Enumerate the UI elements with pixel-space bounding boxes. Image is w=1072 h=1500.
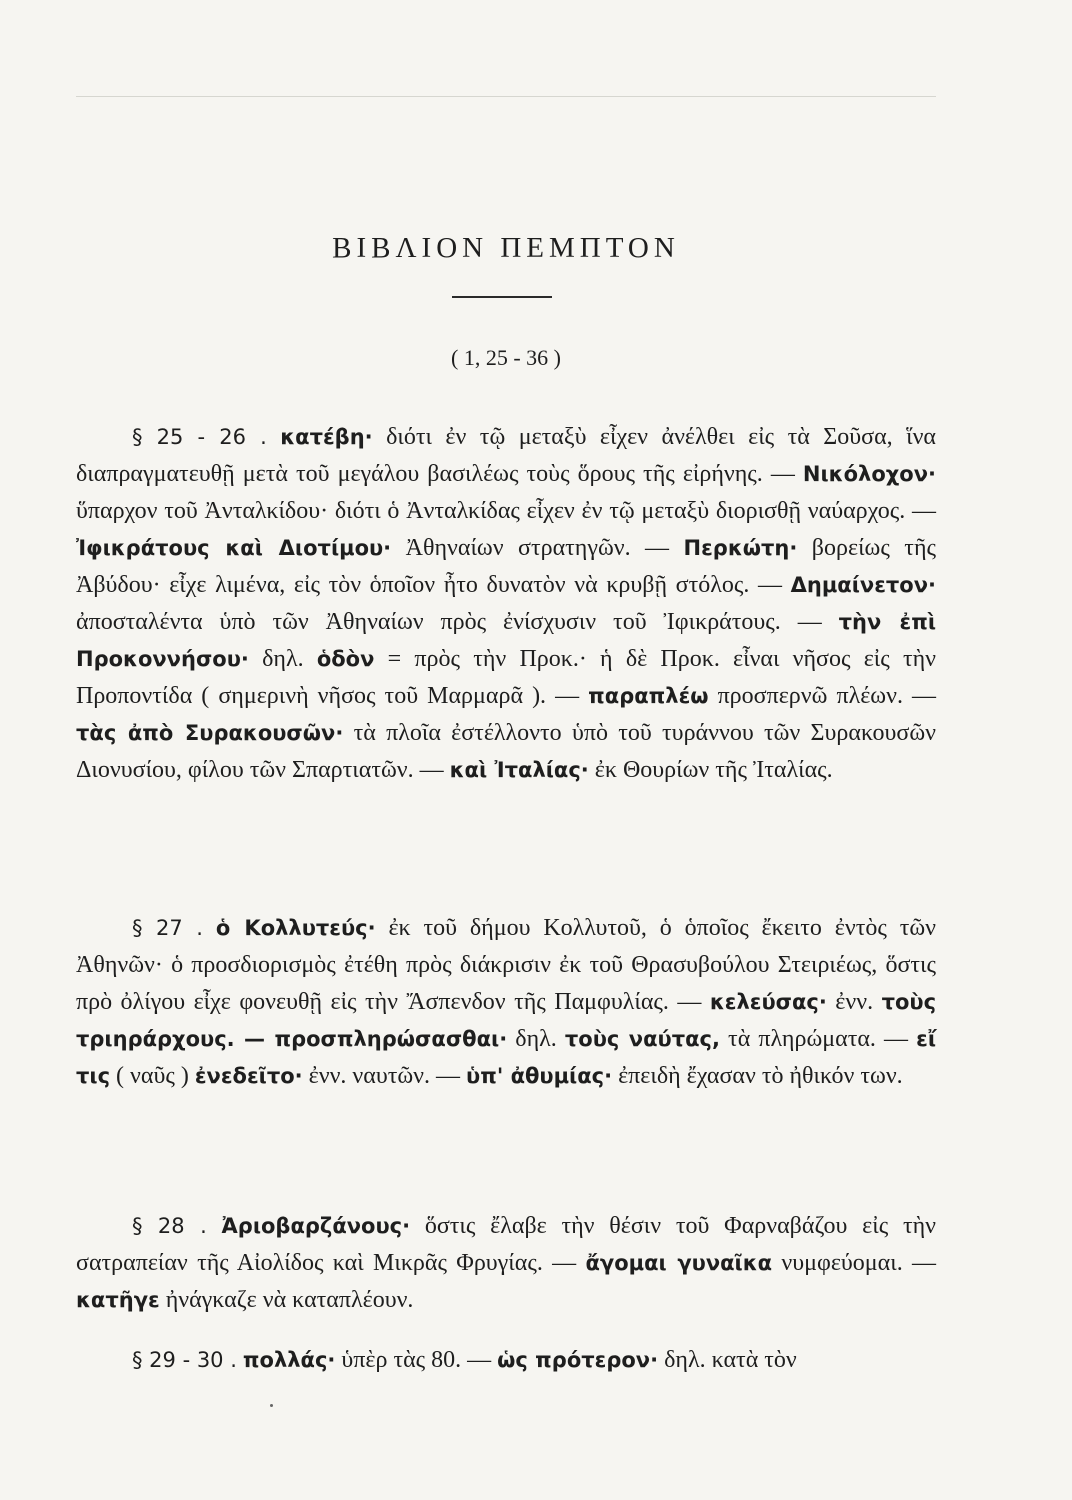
lemma: ὁδὸν: [316, 647, 375, 671]
lemma: ὑπ' ἀθυμίας·: [466, 1064, 613, 1088]
lemma: ἄγομαι γυναῖκα: [585, 1251, 773, 1275]
lemma: ὡς πρότερον·: [497, 1348, 659, 1372]
lemma: Ἀριοβαρζάνους·: [221, 1214, 411, 1238]
gloss: βορείως τῆς Ἀβύδου· εἶχε λιμένα, εἰς τὸν ὁποῖον ἦτο δυνατὸν νὰ κρυβῇ στόλος. —: [76, 535, 936, 598]
section-range: ( 1, 25 - 36 ): [451, 345, 561, 370]
lemma: Δημαίνετον·: [790, 573, 936, 597]
chapter-title: ΒΙΒΛΙΟΝ ΠΕΜΠΤΟΝ: [332, 232, 680, 264]
commentary-paragraph-25-26: [76, 419, 936, 789]
gloss: ἀποσταλέντα ὑπὸ τῶν Ἀθηναίων πρὸς ἐνίσχυσιν τοῦ Ἰφικράτους. —: [76, 609, 822, 635]
commentary-paragraph-28: [76, 1208, 936, 1319]
gloss: ἐκ Θουρίων τῆς Ἰταλίας.: [588, 757, 833, 783]
commentary-paragraph-27: [76, 910, 936, 1095]
title-underline: [452, 296, 552, 298]
lemma: καὶ Ἰταλίας·: [449, 758, 589, 782]
section-number: § 25 - 26 .: [132, 425, 267, 449]
gloss: ὅστις ἔλαβε τὴν θέσιν τοῦ Φαρναβάζου εἰς τὴν σατραπείαν τῆς Αἰολίδος καὶ Μικρᾶς Φρυγίας. —: [76, 1213, 936, 1276]
gloss: διότι ἐν τῷ μεταξὺ εἶχεν ἀνέλθει εἰς τὰ Σοῦσα, ἵνα διαπραγματευθῇ μετὰ τοῦ μεγάλου βασιλέως τοὺς ὅρους τῆς εἰρήνης. —: [76, 424, 937, 487]
lemma: εἴ τις: [76, 1027, 937, 1088]
lemma: παραπλέω: [588, 684, 709, 708]
gloss: ὕπαρχον τοῦ Ἀνταλκίδου· διότι ὁ Ἀνταλκίδας εἶχεν ἐν τῷ μεταξὺ διορισθῇ ναύαρχος. —: [76, 498, 936, 524]
lemma: ἐνεδεῖτο·: [194, 1064, 303, 1088]
running-header-rule: [76, 96, 936, 97]
gloss: = πρὸς τὴν Προκ.· ἡ δὲ Προκ. εἶναι νῆσος εἰς τὴν Προποντίδα ( σημερινὴ νῆσος τοῦ Μαρμαρᾶ ). —: [76, 646, 937, 709]
lemma: τοὺς τριηράρχους. — προσπληρώσασθαι·: [76, 990, 937, 1051]
ink-speck: [270, 1404, 273, 1407]
section-number: § 28 .: [132, 1214, 207, 1238]
gloss: ( ναῦς ): [110, 1063, 189, 1089]
gloss: ἠνάγκαζε νὰ καταπλέουν.: [159, 1287, 414, 1313]
gloss: προσπερνῶ πλέων. —: [708, 683, 936, 709]
gloss: δηλ.: [248, 646, 304, 672]
lemma: Ἰφικράτους καὶ Διοτίμου·: [76, 536, 392, 560]
gloss: δηλ. κατὰ τὸν: [658, 1347, 797, 1373]
lemma: κατέβη·: [280, 425, 373, 449]
section-number: § 27 .: [132, 916, 203, 940]
gloss: ἐκ τοῦ δήμου Κολλυτοῦ, ὁ ὁποῖος ἔκειτο ἐντὸς τῶν Ἀθηνῶν· ὁ προσδιορισμὸς ἐτέθη πρὸς διάκρισιν ἐκ τοῦ Θρασυβούλου Στειριέως, ὅστις πρὸ ὀλίγου εἶχε φονευθῇ εἰς τὴν Ἄσπενδον τῆς Παμφυλίας. —: [76, 915, 936, 1015]
lemma: τὴν ἐπὶ Προκοννήσου·: [76, 610, 936, 671]
gloss: τὰ πλοῖα ἐστέλλοντο ὑπὸ τοῦ τυράννου τῶν Συρακουσῶν Διονυσίου, φίλου τῶν Σπαρτιατῶν. —: [76, 720, 936, 783]
gloss: δηλ.: [507, 1026, 557, 1052]
gloss: ἐπειδὴ ἔχασαν τὸ ἠθικόν των.: [612, 1063, 903, 1089]
gloss: τὰ πληρώματα. —: [719, 1026, 909, 1052]
lemma: ὁ Κολλυτεύς·: [215, 916, 376, 940]
lemma: Περκώτη·: [683, 536, 798, 560]
gloss: Ἀθηναίων στρατηγῶν. —: [391, 535, 670, 561]
book-page: [76, 0, 936, 1500]
gloss: ὑπὲρ τὰς 80. —: [335, 1347, 492, 1373]
commentary-paragraph-29-30: [76, 1342, 936, 1379]
lemma: τοὺς ναύτας,: [564, 1027, 720, 1051]
section-number: § 29 - 30 .: [132, 1348, 237, 1372]
gloss: ἐνν. ναυτῶν. —: [302, 1063, 461, 1089]
lemma: πολλάς·: [242, 1348, 336, 1372]
lemma: κατῆγε: [76, 1288, 160, 1312]
lemma: κελεύσας·: [709, 990, 827, 1014]
gloss: ἐνν.: [826, 989, 874, 1015]
lemma: Νικόλοχον·: [802, 462, 936, 486]
gloss: νυμφεύομαι. —: [772, 1250, 937, 1276]
lemma: τὰς ἀπὸ Συρακουσῶν·: [76, 721, 344, 745]
